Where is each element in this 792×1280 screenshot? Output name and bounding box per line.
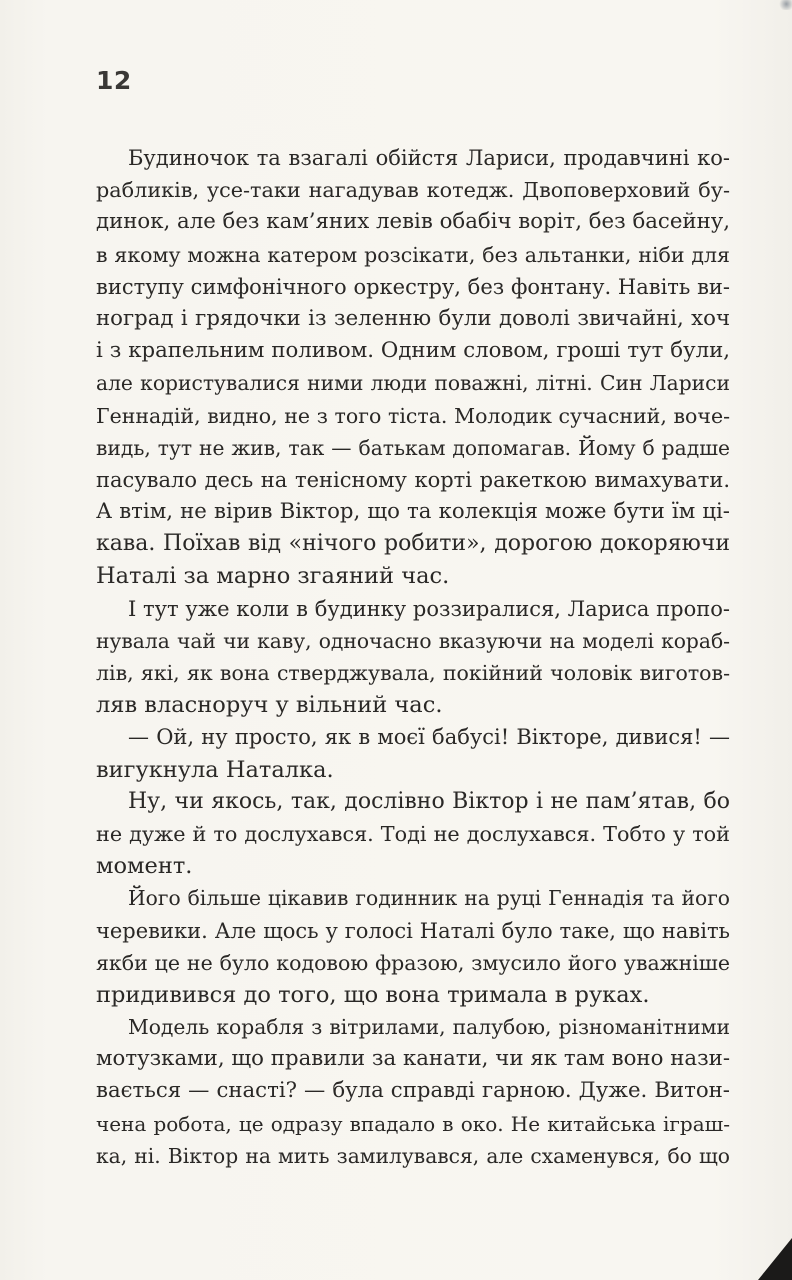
text-line: кава. Поїхав від «нічого робити», дорогою докоряючи [96, 531, 730, 557]
text-line: вається — снасті? — була справді гарною. Дуже. Витон- [96, 1078, 730, 1104]
text-line: ноград і грядочки із зеленню були доволі звичайні, хоч [96, 305, 730, 331]
text-line: Ну, чи якось, так, дослівно Віктор і не пам’ятав, бо [128, 788, 730, 814]
text-line: А втім, не вірив Віктор, що та колекція може бути їм ці- [96, 499, 730, 525]
text-line: вигукнула Наталка. [96, 756, 334, 783]
text-line: Будиночок та взагалі обійстя Лариси, продавчині ко- [128, 146, 730, 170]
text-line: Наталі за марно згаяний час. [96, 563, 450, 590]
text-line: черевики. Але щось у голосі Наталі було таке, що навіть [96, 918, 730, 943]
text-line: в якому можна катером розсікати, без альтанки, ніби для [96, 242, 730, 267]
text-line: пасувало десь на тенісному корті ракеткою вимахувати. [96, 467, 730, 492]
text-line: мотузками, що правили за канати, чи як там воно нази- [96, 1046, 730, 1072]
text-line: Модель корабля з вітрилами, палубою, різноманітними [128, 1015, 730, 1040]
page-corner-shadow [758, 1238, 792, 1280]
text-line: динок, але без кам’яних левів обабіч воріт, без басейну, [96, 209, 730, 235]
text-line: лів, які, як вона стверджувала, покійний чоловік виготов- [96, 661, 730, 685]
text-line: придивився до того, що вона тримала в руках. [96, 981, 650, 1008]
text-line: не дуже й то дослухався. Тоді не дослухався. Тобто у той [96, 821, 730, 846]
page-number: 12 [96, 66, 132, 95]
text-line: ка, ні. Віктор на мить замилувався, але схаменувся, бо що [96, 1143, 730, 1168]
text-line: ляв власноруч у вільний час. [96, 692, 443, 719]
page-speck [778, 0, 792, 10]
text-line: і з крапельним поливом. Одним словом, гроші тут були, [96, 338, 730, 364]
text-line: але користувалися ними люди поважні, літні. Син Лариси [96, 371, 730, 396]
text-line: виступу симфонічного оркестру, без фонтану. Навіть ви- [96, 274, 730, 299]
text-line: І тут уже коли в будинку роззиралися, Лариса пропо- [128, 596, 730, 621]
text-line: нувала чай чи каву, одночасно вказуючи на моделі кораб- [96, 628, 730, 653]
text-line: — Ой, ну просто, як в моєї бабусі! Вікторе, дивися! — [128, 725, 730, 750]
text-line: якби це не було кодовою фразою, змусило його уважніше [96, 950, 730, 975]
text-line: видь, тут не жив, так — батькам допомагав. Йому б радше [96, 435, 730, 460]
text-line: Його більше цікавив годинник на руці Геннадія та його [128, 886, 730, 911]
text-line: чена робота, це одразу впадало в око. Не китайська іграш- [96, 1111, 730, 1136]
body-text [96, 142, 730, 1172]
text-line: Геннадій, видно, не з того тіста. Молодик сучасний, воче- [96, 403, 730, 428]
text-line: рабликів, усе-таки нагадував котедж. Двоповерховий бу- [96, 178, 730, 203]
text-line: момент. [96, 853, 193, 880]
